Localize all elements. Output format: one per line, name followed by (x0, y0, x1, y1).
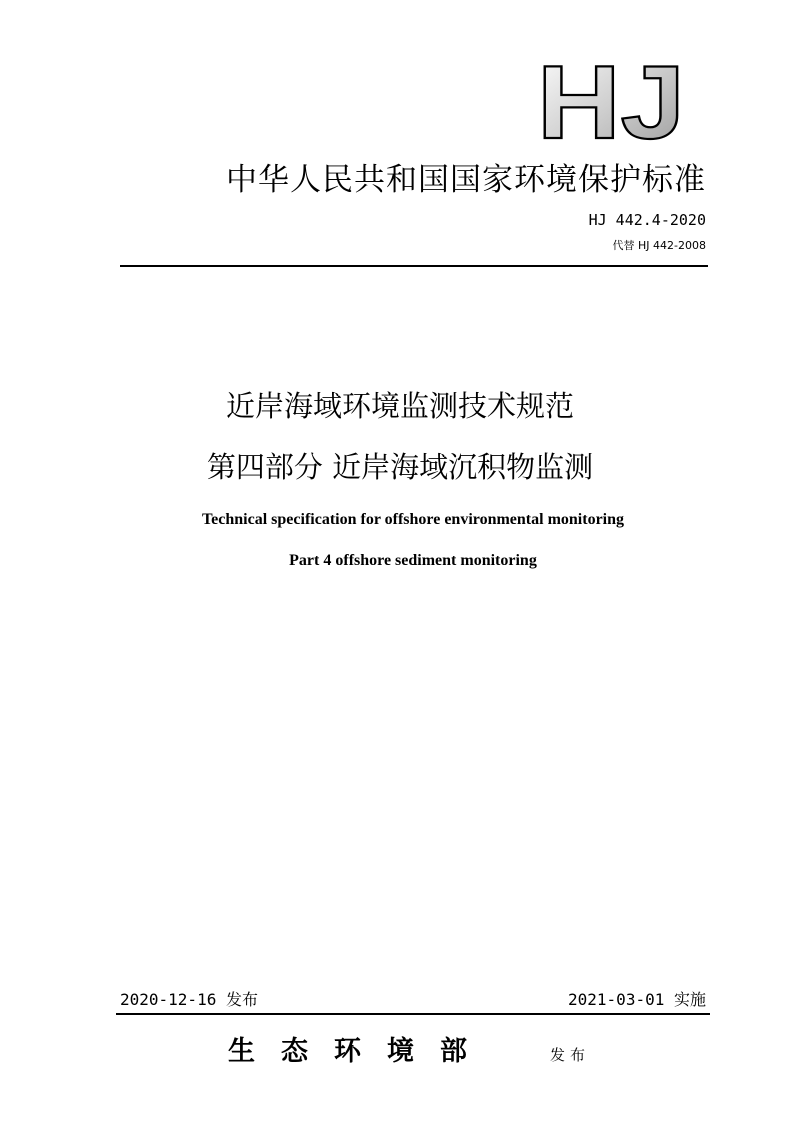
footer-divider (116, 1013, 710, 1015)
document-title-cn-line1: 近岸海域环境监测技术规范 (225, 389, 574, 423)
header-divider (120, 265, 708, 267)
issue-date-label: 发布 (225, 990, 258, 1009)
issuing-authority: 生态环境部 (228, 1036, 493, 1067)
hj-logo (536, 58, 686, 144)
effective-date-label: 实施 (673, 990, 706, 1009)
standard-category-title: 中华人民共和国国家环境保护标准 (226, 162, 706, 198)
effective-date (568, 989, 706, 1011)
issue-date (120, 989, 258, 1011)
document-title-cn-line2: 第四部分 近岸海域沉积物监测 (206, 450, 594, 484)
effective-date-value: 2021-03-01 (568, 990, 665, 1009)
replaces-standard: 代替 HJ 442-2008 (612, 239, 706, 252)
issuing-authority-suffix: 发布 (550, 1046, 591, 1064)
issue-date-value: 2020-12-16 (120, 990, 217, 1009)
document-title-en-line2: Part 4 offshore sediment monitoring (289, 552, 537, 569)
document-title-en-line1: Technical specification for offshore environmental monitoring (201, 511, 625, 528)
standard-number: HJ 442.4-2020 (588, 211, 706, 229)
hj-logo-text: HJ (537, 58, 685, 144)
